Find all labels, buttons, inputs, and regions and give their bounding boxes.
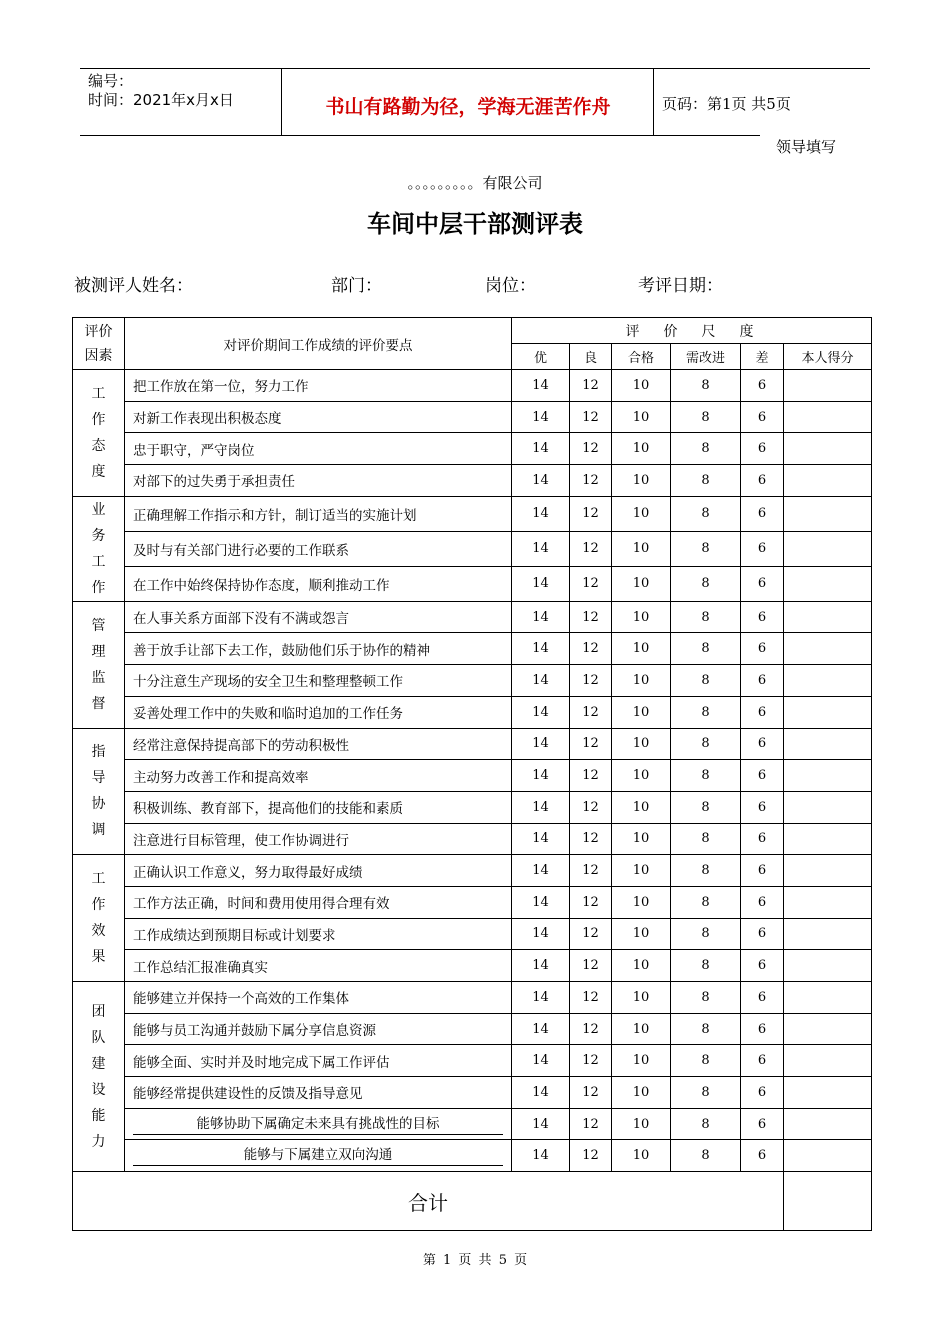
total-score-cell[interactable] [784, 1172, 872, 1231]
score-cell: 8 [671, 401, 741, 433]
score-cell: 8 [671, 886, 741, 918]
score-cell: 8 [671, 1140, 741, 1172]
score-cell: 12 [570, 1108, 612, 1140]
score-cell: 12 [570, 1013, 612, 1045]
score-cell: 14 [512, 823, 570, 855]
score-cell: 8 [671, 982, 741, 1014]
score-cell: 6 [741, 950, 784, 982]
self-score-cell[interactable] [784, 1013, 872, 1045]
score-cell: 8 [671, 696, 741, 728]
table-row [73, 823, 872, 855]
score-cell: 10 [612, 1013, 671, 1045]
factor-header: 评价因素 [73, 318, 125, 370]
table-row [73, 496, 872, 531]
score-cell: 10 [612, 918, 671, 950]
score-cell: 8 [671, 823, 741, 855]
factor-cell: 团队建设能力 [73, 982, 125, 1172]
score-cell: 12 [570, 696, 612, 728]
criterion-cell: 正确理解工作指示和方针，制订适当的实施计划 [125, 496, 512, 531]
table-row [73, 433, 872, 465]
score-cell: 14 [512, 665, 570, 697]
score-cell: 10 [612, 633, 671, 665]
table-row [73, 531, 872, 566]
self-score-header: 本人得分 [784, 344, 872, 370]
self-score-cell[interactable] [784, 465, 872, 497]
score-cell: 14 [512, 1140, 570, 1172]
score-cell: 12 [570, 665, 612, 697]
score-cell: 6 [741, 496, 784, 531]
criterion-cell: 工作总结汇报准确真实 [125, 950, 512, 982]
score-cell: 10 [612, 1045, 671, 1077]
table-row [73, 1045, 872, 1077]
self-score-cell[interactable] [784, 823, 872, 855]
criterion-cell: 对新工作表现出积极态度 [125, 401, 512, 433]
score-cell: 12 [570, 823, 612, 855]
table-row [73, 1108, 872, 1140]
self-score-cell[interactable] [784, 728, 872, 760]
criterion-cell: 能够经常提供建设性的反馈及指导意见 [125, 1077, 512, 1109]
score-cell: 14 [512, 401, 570, 433]
table-row [73, 760, 872, 792]
table-row [73, 1077, 872, 1109]
criterion-cell: 把工作放在第一位，努力工作 [125, 370, 512, 402]
self-score-cell[interactable] [784, 601, 872, 633]
page-footer: 第 1 页 共 5 页 [422, 1253, 528, 1268]
score-cell: 12 [570, 791, 612, 823]
score-cell: 12 [570, 1077, 612, 1109]
self-score-cell[interactable] [784, 855, 872, 887]
criterion-cell: 工作成绩达到预期目标或计划要求 [125, 918, 512, 950]
criterion-cell: 能够全面、实时并及时地完成下属工作评估 [125, 1045, 512, 1077]
table-row [73, 886, 872, 918]
score-cell: 10 [612, 855, 671, 887]
self-score-cell[interactable] [784, 982, 872, 1014]
score-cell: 14 [512, 370, 570, 402]
self-score-cell[interactable] [784, 370, 872, 402]
score-cell: 6 [741, 1077, 784, 1109]
self-score-cell[interactable] [784, 950, 872, 982]
score-cell: 14 [512, 601, 570, 633]
table-row [73, 1013, 872, 1045]
score-cell: 6 [741, 886, 784, 918]
score-cell: 10 [612, 728, 671, 760]
header-meta [88, 72, 234, 110]
score-cell: 12 [570, 601, 612, 633]
score-cell: 12 [570, 760, 612, 792]
score-cell: 14 [512, 1045, 570, 1077]
score-cell: 8 [671, 1108, 741, 1140]
score-cell: 10 [612, 823, 671, 855]
table-row [73, 1140, 872, 1172]
scale-title: 评价尺度 [512, 318, 872, 344]
criterion-cell: 经常注意保持提高部下的劳动积极性 [125, 728, 512, 760]
header-motto: 书山有路勤为径，学海无涯苦作舟 [325, 96, 611, 118]
score-cell: 8 [671, 855, 741, 887]
score-cell: 6 [741, 566, 784, 601]
score-cell: 6 [741, 791, 784, 823]
document-title: 车间中层干部测评表 [367, 210, 583, 238]
score-cell: 12 [570, 728, 612, 760]
score-cell: 8 [671, 1077, 741, 1109]
score-cell: 14 [512, 855, 570, 887]
score-cell: 10 [612, 1077, 671, 1109]
score-cell: 10 [612, 886, 671, 918]
score-cell: 14 [512, 531, 570, 566]
self-score-cell[interactable] [784, 531, 872, 566]
score-cell: 14 [512, 496, 570, 531]
score-cell: 14 [512, 886, 570, 918]
criterion-cell: 注意进行目标管理，使工作协调进行 [125, 823, 512, 855]
score-cell: 10 [612, 601, 671, 633]
table-row [73, 566, 872, 601]
self-score-cell[interactable] [784, 496, 872, 531]
scale-label: 优 [512, 344, 570, 370]
score-cell: 10 [612, 401, 671, 433]
score-cell: 12 [570, 982, 612, 1014]
score-cell: 6 [741, 728, 784, 760]
self-score-cell[interactable] [784, 1045, 872, 1077]
table-row [73, 601, 872, 633]
factor-cell: 工作态度 [73, 370, 125, 497]
table-row [73, 633, 872, 665]
table-row [73, 950, 872, 982]
score-cell: 12 [570, 566, 612, 601]
score-cell: 6 [741, 823, 784, 855]
score-cell: 10 [612, 950, 671, 982]
score-cell: 6 [741, 633, 784, 665]
score-cell: 6 [741, 1013, 784, 1045]
criterion-cell: 能够协助下属确定未来具有挑战性的目标 [125, 1108, 512, 1140]
score-cell: 14 [512, 760, 570, 792]
score-cell: 14 [512, 566, 570, 601]
score-cell: 14 [512, 465, 570, 497]
factor-cell: 业务工作 [73, 496, 125, 601]
factor-cell: 指导协调 [73, 728, 125, 855]
info-dept-label: 部门： [331, 276, 382, 296]
header-page-info: 页码：第1页 共5页 [662, 95, 791, 113]
total-label: 合计 [73, 1172, 784, 1231]
score-cell: 6 [741, 401, 784, 433]
score-cell: 10 [612, 760, 671, 792]
factor-cell: 管理监督 [73, 601, 125, 728]
criteria-header: 对评价期间工作成绩的评价要点 [125, 318, 512, 370]
self-score-cell[interactable] [784, 791, 872, 823]
score-cell: 6 [741, 370, 784, 402]
score-cell: 6 [741, 465, 784, 497]
table-row [73, 855, 872, 887]
table-row [73, 465, 872, 497]
score-cell: 8 [671, 601, 741, 633]
score-cell: 6 [741, 601, 784, 633]
self-score-cell[interactable] [784, 566, 872, 601]
score-cell: 10 [612, 465, 671, 497]
self-score-cell[interactable] [784, 1108, 872, 1140]
table-row [73, 696, 872, 728]
self-score-cell[interactable] [784, 401, 872, 433]
self-score-cell[interactable] [784, 886, 872, 918]
score-cell: 12 [570, 465, 612, 497]
score-cell: 12 [570, 370, 612, 402]
score-cell: 8 [671, 531, 741, 566]
self-score-cell[interactable] [784, 633, 872, 665]
total-row [73, 1172, 872, 1231]
score-cell: 10 [612, 496, 671, 531]
score-cell: 8 [671, 728, 741, 760]
score-cell: 8 [671, 370, 741, 402]
score-cell: 6 [741, 1045, 784, 1077]
info-position-label: 岗位： [485, 276, 536, 296]
scale-label: 良 [570, 344, 612, 370]
score-cell: 12 [570, 633, 612, 665]
criterion-cell: 在人事关系方面部下没有不满或怨言 [125, 601, 512, 633]
score-cell: 12 [570, 918, 612, 950]
score-cell: 8 [671, 465, 741, 497]
score-cell: 14 [512, 1013, 570, 1045]
scale-label: 需改进 [671, 344, 741, 370]
score-cell: 8 [671, 760, 741, 792]
code-label: 编号： [88, 72, 134, 90]
score-cell: 6 [741, 982, 784, 1014]
self-score-cell[interactable] [784, 1077, 872, 1109]
criterion-cell: 善于放手让部下去工作，鼓励他们乐于协作的精神 [125, 633, 512, 665]
score-cell: 6 [741, 696, 784, 728]
score-cell: 8 [671, 433, 741, 465]
score-cell: 8 [671, 633, 741, 665]
score-cell: 10 [612, 531, 671, 566]
score-cell: 6 [741, 1140, 784, 1172]
score-cell: 14 [512, 950, 570, 982]
score-cell: 8 [671, 1045, 741, 1077]
table-row [73, 370, 872, 402]
score-cell: 12 [570, 855, 612, 887]
score-cell: 8 [671, 566, 741, 601]
score-cell: 10 [612, 1108, 671, 1140]
score-cell: 6 [741, 1108, 784, 1140]
score-cell: 14 [512, 433, 570, 465]
score-cell: 12 [570, 433, 612, 465]
table-row [73, 982, 872, 1014]
info-date-label: 考评日期： [638, 276, 723, 296]
table-row [73, 791, 872, 823]
scale-label: 合格 [612, 344, 671, 370]
score-cell: 10 [612, 982, 671, 1014]
score-cell: 14 [512, 696, 570, 728]
criterion-cell: 妥善处理工作中的失败和临时追加的工作任务 [125, 696, 512, 728]
criterion-cell: 正确认识工作意义，努力取得最好成绩 [125, 855, 512, 887]
self-score-cell[interactable] [784, 918, 872, 950]
table-row [73, 401, 872, 433]
header-top-rule [80, 68, 870, 69]
score-cell: 12 [570, 401, 612, 433]
criterion-cell: 在工作中始终保持协作态度，顺利推动工作 [125, 566, 512, 601]
score-cell: 8 [671, 918, 741, 950]
criterion-cell: 积极训练、教育部下，提高他们的技能和素质 [125, 791, 512, 823]
self-score-cell[interactable] [784, 433, 872, 465]
self-score-cell[interactable] [784, 696, 872, 728]
score-cell: 14 [512, 728, 570, 760]
leader-fill-note: 领导填写 [776, 138, 837, 156]
score-cell: 8 [671, 496, 741, 531]
score-cell: 8 [671, 1013, 741, 1045]
score-cell: 10 [612, 1140, 671, 1172]
score-cell: 10 [612, 433, 671, 465]
criterion-cell: 工作方法正确，时间和费用使用得合理有效 [125, 886, 512, 918]
criterion-cell: 忠于职守，严守岗位 [125, 433, 512, 465]
score-cell: 14 [512, 1108, 570, 1140]
score-cell: 14 [512, 1077, 570, 1109]
criterion-cell: 能够与下属建立双向沟通 [125, 1140, 512, 1172]
score-cell: 8 [671, 791, 741, 823]
criterion-cell: 及时与有关部门进行必要的工作联系 [125, 531, 512, 566]
score-cell: 12 [570, 886, 612, 918]
score-cell: 14 [512, 982, 570, 1014]
score-cell: 8 [671, 665, 741, 697]
criterion-cell: 十分注意生产现场的安全卫生和整理整顿工作 [125, 665, 512, 697]
score-cell: 10 [612, 791, 671, 823]
score-cell: 10 [612, 370, 671, 402]
time-label: 时间：2021年x月x日 [88, 91, 234, 109]
score-cell: 10 [612, 566, 671, 601]
self-score-cell[interactable] [784, 665, 872, 697]
score-cell: 14 [512, 633, 570, 665]
score-cell: 12 [570, 950, 612, 982]
score-cell: 12 [570, 496, 612, 531]
criterion-cell: 能够与员工沟通并鼓励下属分享信息资源 [125, 1013, 512, 1045]
score-cell: 14 [512, 791, 570, 823]
criterion-cell: 能够建立并保持一个高效的工作集体 [125, 982, 512, 1014]
company-name: 。。。。。。。。。有限公司 [407, 174, 543, 192]
evaluation-table [72, 317, 872, 1231]
score-cell: 6 [741, 665, 784, 697]
score-cell: 12 [570, 1045, 612, 1077]
criterion-cell: 主动努力改善工作和提高效率 [125, 760, 512, 792]
score-cell: 6 [741, 855, 784, 887]
table-row [73, 728, 872, 760]
scale-label: 差 [741, 344, 784, 370]
table-row [73, 918, 872, 950]
header-bottom-rule [80, 135, 760, 136]
score-cell: 12 [570, 531, 612, 566]
score-cell: 6 [741, 531, 784, 566]
score-cell: 6 [741, 433, 784, 465]
score-cell: 10 [612, 696, 671, 728]
self-score-cell[interactable] [784, 1140, 872, 1172]
factor-cell: 工作效果 [73, 855, 125, 982]
score-cell: 6 [741, 918, 784, 950]
score-cell: 8 [671, 950, 741, 982]
self-score-cell[interactable] [784, 760, 872, 792]
criterion-cell: 对部下的过失勇于承担责任 [125, 465, 512, 497]
score-cell: 12 [570, 1140, 612, 1172]
score-cell: 10 [612, 665, 671, 697]
info-name-label: 被测评人姓名： [74, 276, 193, 296]
score-cell: 6 [741, 760, 784, 792]
score-cell: 14 [512, 918, 570, 950]
table-row [73, 665, 872, 697]
